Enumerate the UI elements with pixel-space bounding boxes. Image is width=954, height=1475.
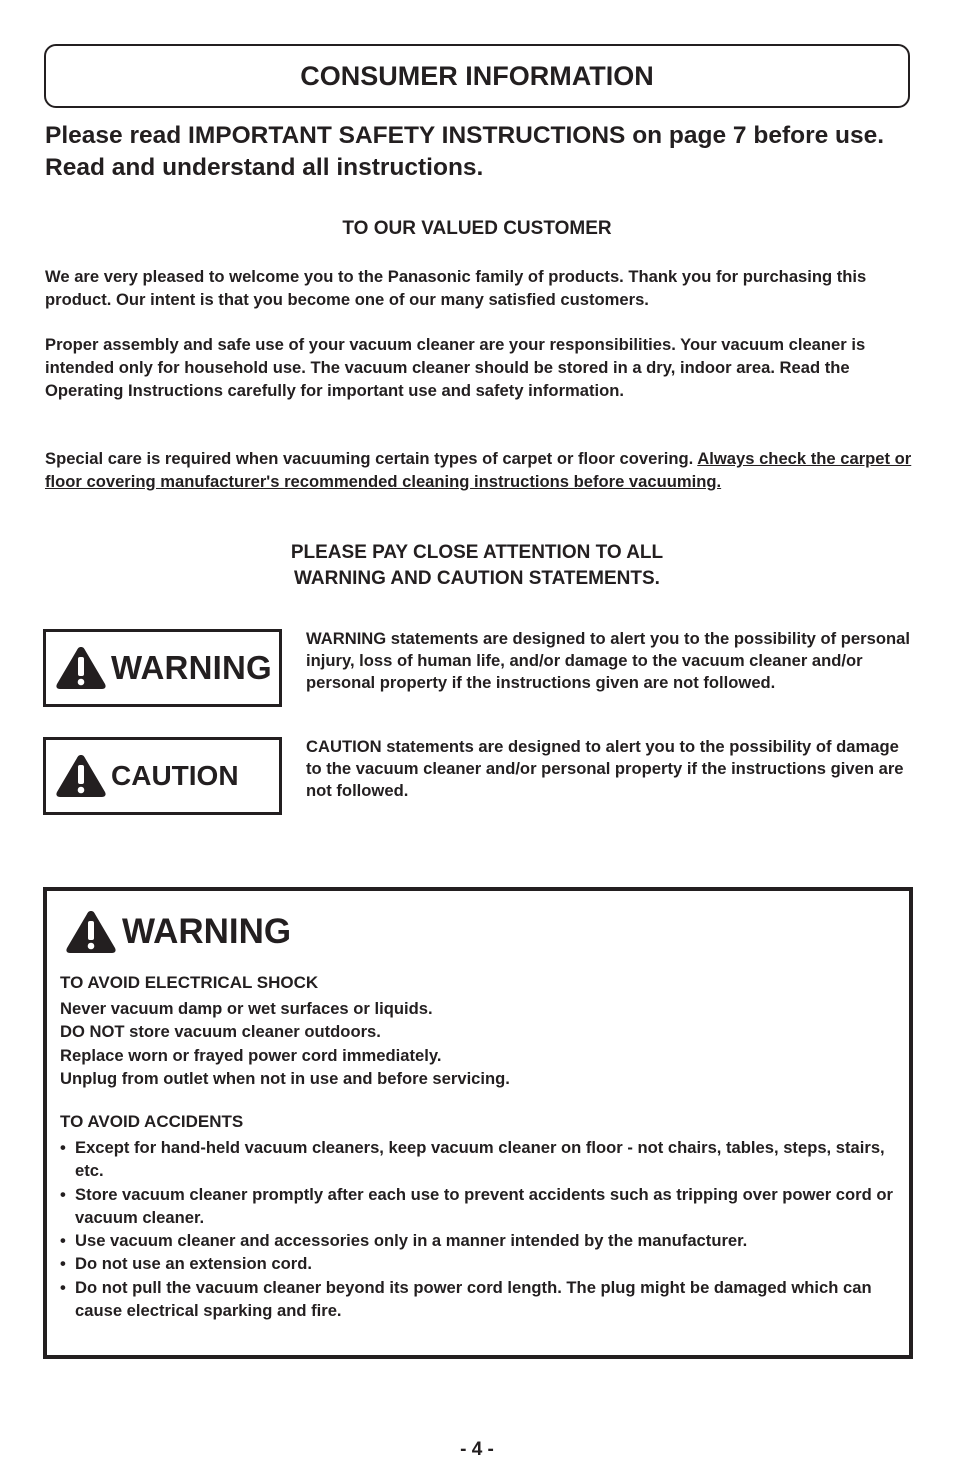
welcome-paragraph: We are very pleased to welcome you to the Panasonic family of products. Thank you for purchasing this product. Our intent is that you become one of our many satisfied customers. [45, 267, 867, 309]
caution-statement: CAUTION statements are designed to alert you to the possibility of damage to the vacuum cleaner and/or personal property if the instructions given are not followed. [306, 737, 904, 800]
attention-line-2: WARNING AND CAUTION STATEMENTS. [294, 568, 660, 589]
electrical-shock-heading: TO AVOID ELECTRICAL SHOCK [60, 973, 319, 992]
attention-heading [0, 540, 954, 592]
special-care-underlined-text: Always check the carpet or floor covering manufacturer's recommended cleaning instructions before vacuuming. [45, 449, 912, 491]
intro-notice: Please read IMPORTANT SAFETY INSTRUCTIONS on page 7 before use. Read and understand all instructions. [45, 122, 885, 181]
accidents-list [60, 1136, 900, 1322]
warning-label-box [43, 629, 282, 707]
caution-triangle-icon [55, 753, 107, 799]
page-number: - 4 - [460, 1439, 494, 1460]
warning-statement: WARNING statements are designed to alert you to the possibility of personal injury, loss of human life, and/or damage to the vacuum cleaner and/or personal property if the instructions given are not followed. [306, 629, 910, 692]
list-item: • Except for hand-held vacuum cleaners, keep vacuum cleaner on floor - not chairs, tables, steps, stairs, etc. [60, 1136, 900, 1183]
list-item: • Do not use an extension cord. [60, 1252, 900, 1275]
warning-panel [43, 887, 913, 1359]
warning-triangle-icon [65, 909, 117, 955]
responsibility-paragraph: Proper assembly and safe use of your vacuum cleaner are your responsibilities. Your vacuum cleaner is intended only for household use. The vacuum cleaner should be stored in a dry, indoor area. Read the Operating Instructions carefully for important use and safety information. [45, 335, 866, 400]
caution-label-text: CAUTION [111, 760, 239, 791]
special-care-paragraph [45, 447, 915, 493]
attention-line-1: PLEASE PAY CLOSE ATTENTION TO ALL [290, 542, 664, 563]
section-title: CONSUMER INFORMATION [300, 60, 654, 91]
list-item: • Do not pull the vacuum cleaner beyond its power cord length. The plug might be damaged which can cause electrical sparking and fire. [60, 1276, 900, 1323]
list-item: • Use vacuum cleaner and accessories only in a manner intended by the manufacturer. [60, 1229, 900, 1252]
list-item: DO NOT store vacuum cleaner outdoors. [60, 1022, 381, 1042]
list-item: Unplug from outlet when not in use and before servicing. [60, 1068, 510, 1088]
list-item: Never vacuum damp or wet surfaces or liquids. [60, 999, 433, 1018]
warning-panel-title-text: WARNING [122, 912, 292, 951]
electrical-shock-list [60, 997, 900, 1090]
customer-heading: TO OUR VALUED CUSTOMER [342, 218, 612, 239]
warning-triangle-icon [55, 645, 107, 691]
list-item: Replace worn or frayed power cord immediately. [60, 1045, 442, 1065]
accidents-heading: TO AVOID ACCIDENTS [60, 1112, 244, 1131]
special-care-text: Special care is required when vacuuming certain types of carpet or floor covering. [45, 449, 698, 468]
section-title-box [44, 44, 910, 108]
warning-panel-title [65, 909, 291, 955]
caution-label-box [43, 737, 282, 815]
list-item: • Store vacuum cleaner promptly after each use to prevent accidents such as tripping over power cord or vacuum cleaner. [60, 1183, 900, 1230]
warning-label-text: WARNING [111, 649, 272, 686]
